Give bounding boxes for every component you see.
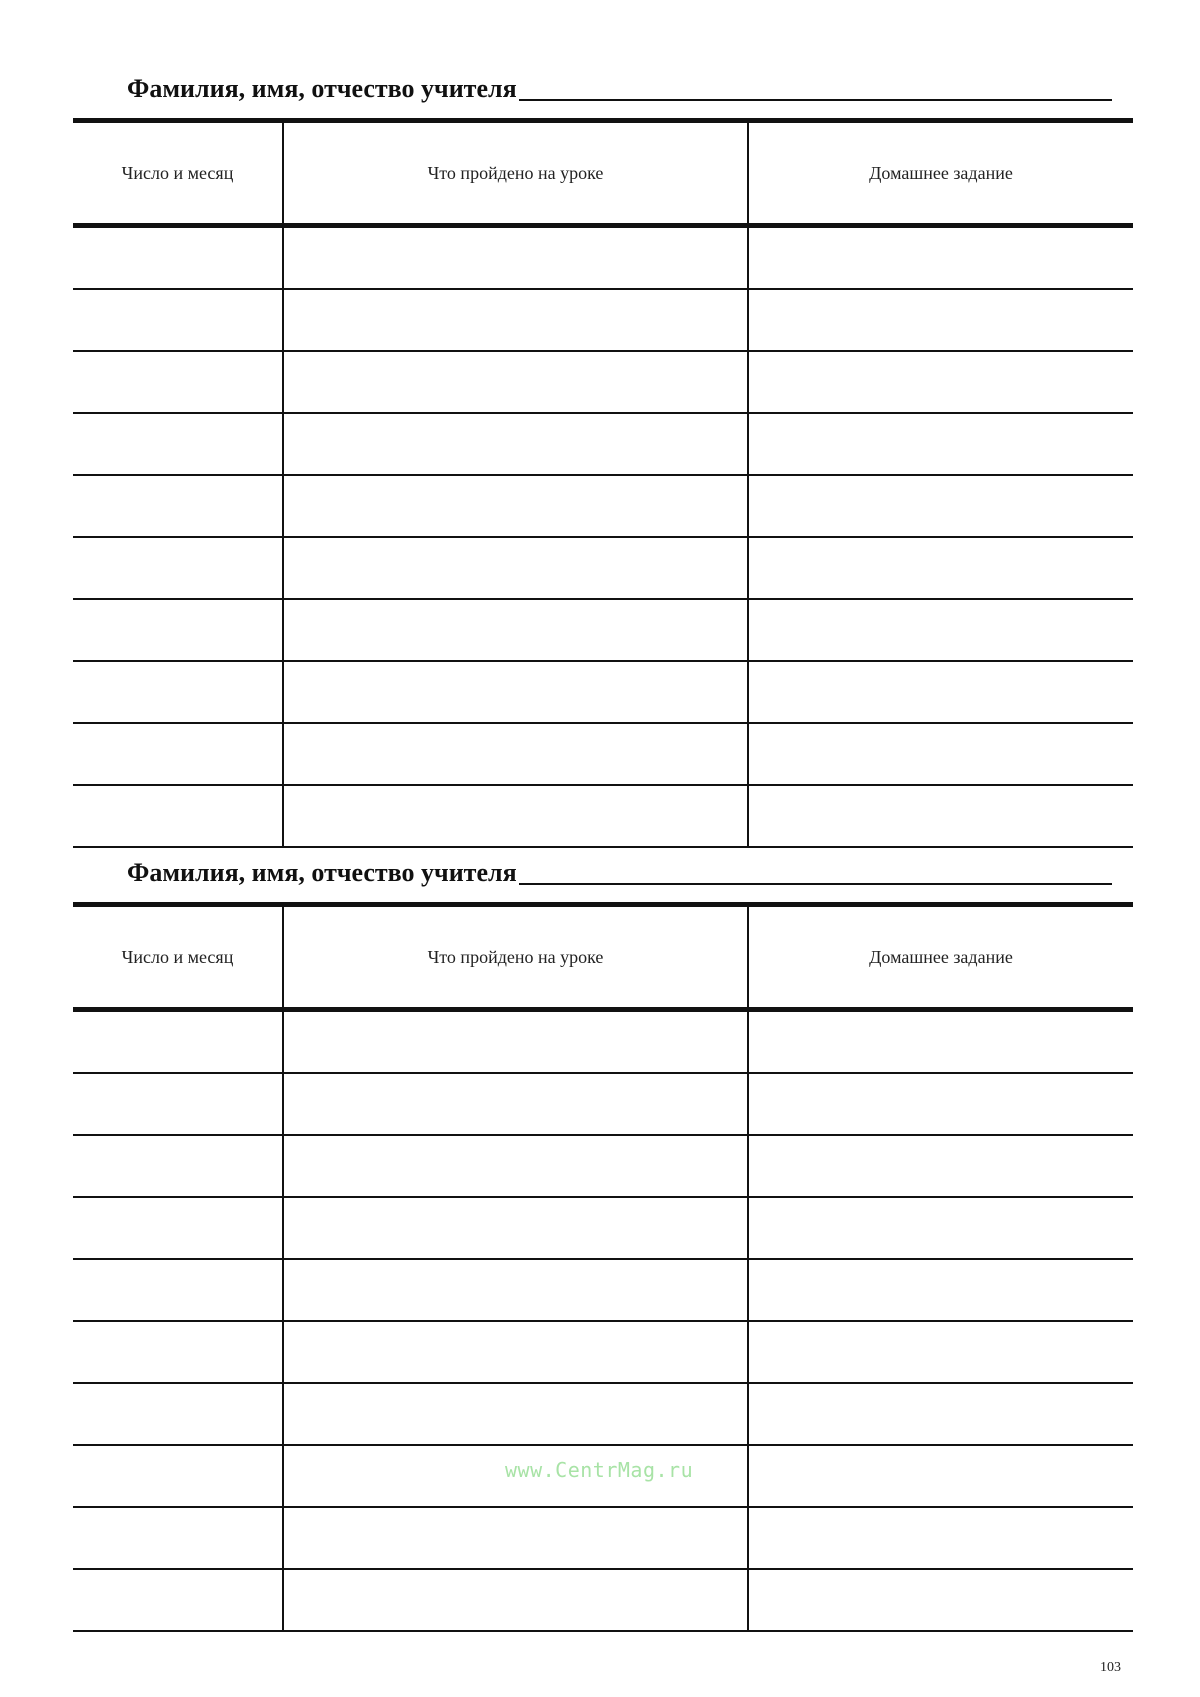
cell-homework[interactable] [748,1135,1133,1197]
cell-homework[interactable] [748,351,1133,413]
table-row [73,537,1133,599]
cell-lesson-topic[interactable] [283,1259,748,1321]
cell-lesson-topic[interactable] [283,1135,748,1197]
page-number: 103 [1100,1660,1121,1675]
cell-lesson-topic[interactable] [283,1197,748,1259]
cell-homework[interactable] [748,785,1133,847]
table-row [73,289,1133,351]
cell-lesson-topic[interactable] [283,1569,748,1631]
cell-lesson-topic[interactable] [283,1383,748,1445]
cell-lesson-topic[interactable] [283,1073,748,1135]
teacher-name-line-1 [127,64,1112,104]
cell-lesson-topic[interactable] [283,537,748,599]
cell-lesson-topic[interactable] [283,599,748,661]
cell-homework[interactable] [748,413,1133,475]
table-row [73,1010,1133,1074]
table-row [73,723,1133,785]
table-row [73,226,1133,290]
cell-homework[interactable] [748,1259,1133,1321]
watermark-text: www.CentrMag.ru [505,1458,694,1482]
cell-date[interactable] [73,1073,283,1135]
cell-lesson-topic[interactable] [283,1010,748,1074]
cell-date[interactable] [73,1197,283,1259]
cell-homework[interactable] [748,599,1133,661]
teacher-name-blank[interactable] [519,75,1112,101]
cell-homework[interactable] [748,723,1133,785]
cell-date[interactable] [73,475,283,537]
cell-lesson-topic[interactable] [283,723,748,785]
cell-date[interactable] [73,1569,283,1631]
cell-lesson-topic[interactable] [283,226,748,290]
cell-date[interactable] [73,1383,283,1445]
cell-homework[interactable] [748,1569,1133,1631]
table-row [73,1321,1133,1383]
teacher-name-label: Фамилия, имя, отчество учителя [127,74,517,103]
table-row [73,1507,1133,1569]
cell-homework[interactable] [748,289,1133,351]
table-row [73,1383,1133,1445]
cell-date[interactable] [73,351,283,413]
cell-date[interactable] [73,785,283,847]
table-body [73,1010,1133,1632]
table-row [73,1197,1133,1259]
cell-homework[interactable] [748,1321,1133,1383]
column-header-lesson-topic: Что пройдено на уроке [283,905,748,1010]
cell-homework[interactable] [748,1383,1133,1445]
lesson-table-2 [73,902,1133,1632]
cell-homework[interactable] [748,661,1133,723]
cell-date[interactable] [73,413,283,475]
cell-date[interactable] [73,723,283,785]
table-row [73,599,1133,661]
column-header-homework: Домашнее задание [748,121,1133,226]
cell-lesson-topic[interactable] [283,1507,748,1569]
cell-date[interactable] [73,661,283,723]
column-header-date: Число и месяц [73,121,283,226]
teacher-name-blank[interactable] [519,859,1112,885]
cell-lesson-topic[interactable] [283,475,748,537]
cell-date[interactable] [73,1259,283,1321]
table-body [73,226,1133,848]
cell-homework[interactable] [748,226,1133,290]
column-header-lesson-topic: Что пройдено на уроке [283,121,748,226]
cell-homework[interactable] [748,537,1133,599]
table-row [73,661,1133,723]
table-row [73,351,1133,413]
table-row [73,1259,1133,1321]
cell-date[interactable] [73,1445,283,1507]
table-row [73,475,1133,537]
cell-homework[interactable] [748,1445,1133,1507]
table-header-row [73,121,1133,226]
cell-lesson-topic[interactable] [283,351,748,413]
table-row [73,1073,1133,1135]
cell-homework[interactable] [748,1507,1133,1569]
table-header-row [73,905,1133,1010]
cell-lesson-topic[interactable] [283,785,748,847]
teacher-name-line-2 [127,848,1112,888]
teacher-name-label: Фамилия, имя, отчество учителя [127,858,517,887]
cell-date[interactable] [73,1135,283,1197]
column-header-date: Число и месяц [73,905,283,1010]
cell-date[interactable] [73,1507,283,1569]
cell-homework[interactable] [748,1073,1133,1135]
cell-lesson-topic[interactable] [283,661,748,723]
cell-date[interactable] [73,599,283,661]
cell-date[interactable] [73,226,283,290]
column-header-homework: Домашнее задание [748,905,1133,1010]
cell-homework[interactable] [748,475,1133,537]
cell-lesson-topic[interactable] [283,413,748,475]
table-row [73,785,1133,847]
cell-date[interactable] [73,1321,283,1383]
cell-homework[interactable] [748,1197,1133,1259]
table-row [73,413,1133,475]
cell-date[interactable] [73,1010,283,1074]
cell-homework[interactable] [748,1010,1133,1074]
table-row [73,1135,1133,1197]
cell-lesson-topic[interactable] [283,1321,748,1383]
cell-date[interactable] [73,289,283,351]
table-row [73,1569,1133,1631]
cell-lesson-topic[interactable] [283,289,748,351]
cell-date[interactable] [73,537,283,599]
lesson-table-1 [73,118,1133,848]
